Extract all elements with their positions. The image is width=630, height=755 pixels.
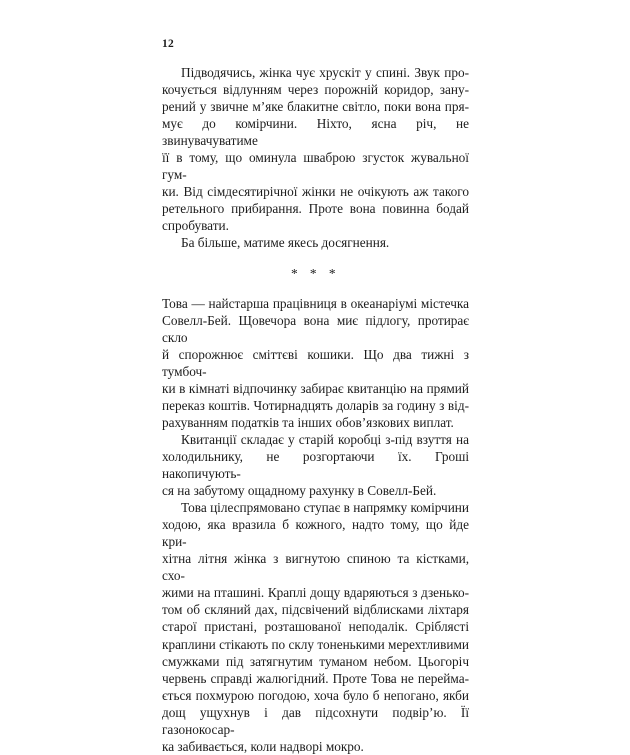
body-text-block: [162, 64, 469, 755]
text-line: Совелл-Бей. Щовечора вона миє підлогу, протирає скло: [162, 312, 469, 345]
section-divider: * * *: [290, 265, 341, 281]
text-line: том об скляний дах, підсвічений відблисками ліхтаря: [162, 602, 469, 618]
paragraph: [162, 64, 469, 234]
text-line: Підводячись, жінка чує хрускіт у спині. Звук про-: [181, 65, 469, 80]
page-number: 12: [162, 38, 174, 50]
text-line: червень справді жалюгідний. Проте Това не перейма-: [162, 670, 469, 686]
paragraph: [162, 431, 469, 499]
text-line: її в тому, що оминула шваброю згусток жувальної гум-: [162, 150, 469, 183]
text-line: Квитанції складає у старій коробці з-під взуття на: [181, 431, 469, 447]
text-line: ки в кімнаті відпочинку забирає квитанцію на прямий: [162, 380, 469, 396]
text-line: кочується відлунням через порожній коридор, зану-: [162, 82, 469, 98]
paragraph: [162, 234, 469, 251]
text-line: спробувати.: [162, 218, 229, 234]
text-line: ки. Від сімдесятирічної жінки не очікують аж такого: [162, 184, 469, 200]
text-line: й спорожнює сміттєві кошики. Що два тижні з тумбоч-: [162, 346, 469, 379]
text-line: ється похмурою погодою, хоча було б непогано, якби: [162, 687, 469, 703]
text-line: рахуванням податків та інших обов’язкових виплат.: [162, 414, 454, 430]
text-line: дощ ущухнув і дав підсохнути подвір’ю. Її газонокосар-: [162, 704, 469, 737]
text-line: Това цілеспрямовано ступає в напрямку комірчини: [181, 500, 469, 516]
text-line: жими на пташині. Краплі дощу вдаряються з дзенько-: [162, 585, 469, 601]
text-line: мує до комірчини. Ніхто, ясна річ, не звинувачуватиме: [162, 116, 469, 149]
text-line: ходою, яка вразила б кожного, надто тому, що йде кри-: [162, 517, 469, 550]
text-line: смужками під затягнутим туманом небом. Цьогоріч: [162, 653, 469, 669]
text-line: ся на забутому ощадному рахунку в Совелл-Бей.: [162, 483, 437, 499]
text-line: рений у звичне м’яке блакитне світло, поки вона пря-: [162, 99, 469, 115]
paragraph: [162, 499, 469, 755]
text-line: Това — найстарша працівниця в океанаріумі містечка: [162, 295, 469, 311]
text-line: ка забивається, коли надворі мокро.: [162, 738, 364, 754]
text-line: старої пристані, розташованої неподалік. Сріблясті: [162, 619, 469, 635]
text-line: хітна літня жінка з вигнутою спиною та кістками, схо-: [162, 551, 469, 584]
paragraph: [162, 295, 469, 431]
text-line: Ба більше, матиме якесь досягнення.: [181, 235, 390, 251]
text-line: ретельного прибирання. Проте вона повинна бодай: [162, 201, 469, 217]
text-line: переказ коштів. Чотирнадцять доларів за годину з від-: [162, 397, 469, 413]
text-line: холодильнику, не розгортаючи їх. Гроші накопичують-: [162, 448, 469, 482]
text-line: краплини стікають по склу тоненькими мерехтливими: [162, 636, 469, 652]
